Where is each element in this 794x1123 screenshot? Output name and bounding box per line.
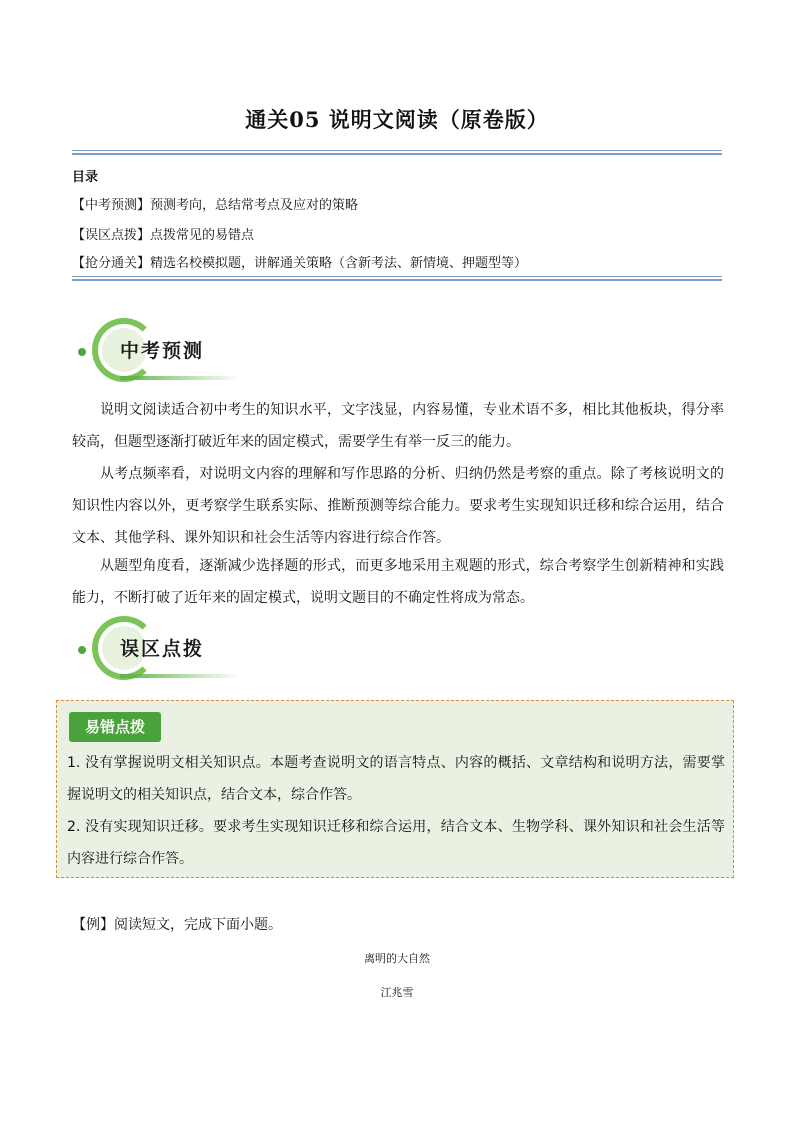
section-header-misconceptions: [74, 616, 274, 686]
section-label: 误区点拨: [120, 638, 205, 660]
toc-heading: 目录: [72, 170, 99, 185]
toc-item: [72, 254, 527, 274]
paragraph: 说明文阅读适合初中考生的知识水平，文字浅显，内容易懂，专业术语不多，相比其他板块，得分率较高，但题型逐渐打破近年来的固定模式，需要学生有举一反三的能力。: [72, 402, 724, 450]
toc-item-text: 点拨常见的易错点: [150, 228, 255, 243]
toc-item: [72, 196, 358, 216]
article-title: 离明的大自然: [364, 952, 430, 965]
toc-item: [72, 226, 254, 246]
dot-icon: [78, 348, 86, 356]
tip-tag: 易错点拨: [69, 712, 161, 742]
toc-item-text: 预测考向，总结常考点及应对的策略: [150, 198, 359, 213]
tip-box: [56, 700, 734, 878]
tip-item: 2. 没有实现知识迁移。要求考生实现知识迁移和综合运用，结合文本、生物学科、课外知识和社会生活等内容进行综合作答。: [67, 819, 725, 867]
dot-icon: [78, 646, 86, 654]
top-rule: [72, 150, 722, 155]
paragraph: 从考点频率看，对说明文内容的理解和写作思路的分析、归纳仍然是考察的重点。除了考核说明文的知识性内容以外，更考察学生联系实际、推断预测等综合能力。要求考生实现知识迁移和综合运用，结合文本、其他学科、课外知识和社会生活等内容进行综合作答。: [72, 466, 724, 546]
paragraph: 从题型角度看，逐渐减少选择题的形式，而更多地采用主观题的形式，综合考察学生创新精神和实践能力，不断打破了近年来的固定模式，说明文题目的不确定性将成为常态。: [72, 558, 724, 606]
section-header-forecast: [74, 318, 274, 388]
toc-item-tag: 【抢分通关】: [72, 256, 151, 271]
toc-bottom-rule: [72, 276, 722, 281]
example-intro: 【例】阅读短文，完成下面小题。: [72, 917, 282, 933]
section-label: 中考预测: [120, 340, 205, 362]
article-author: 江兆雪: [380, 986, 414, 999]
toc-item-text: 精选名校模拟题，讲解通关策略（含新考法、新情境、押题型等）: [150, 256, 528, 271]
toc-item-tag: 【误区点拨】: [72, 228, 151, 243]
toc-item-tag: 【中考预测】: [72, 198, 151, 213]
tip-item: 1. 没有掌握说明文相关知识点。本题考查说明文的语言特点、内容的概括、文章结构和说明方法，需要掌握说明文的相关知识点，结合文本，综合作答。: [67, 755, 725, 803]
page-title: 通关05 说明文阅读（原卷版）: [245, 107, 549, 132]
